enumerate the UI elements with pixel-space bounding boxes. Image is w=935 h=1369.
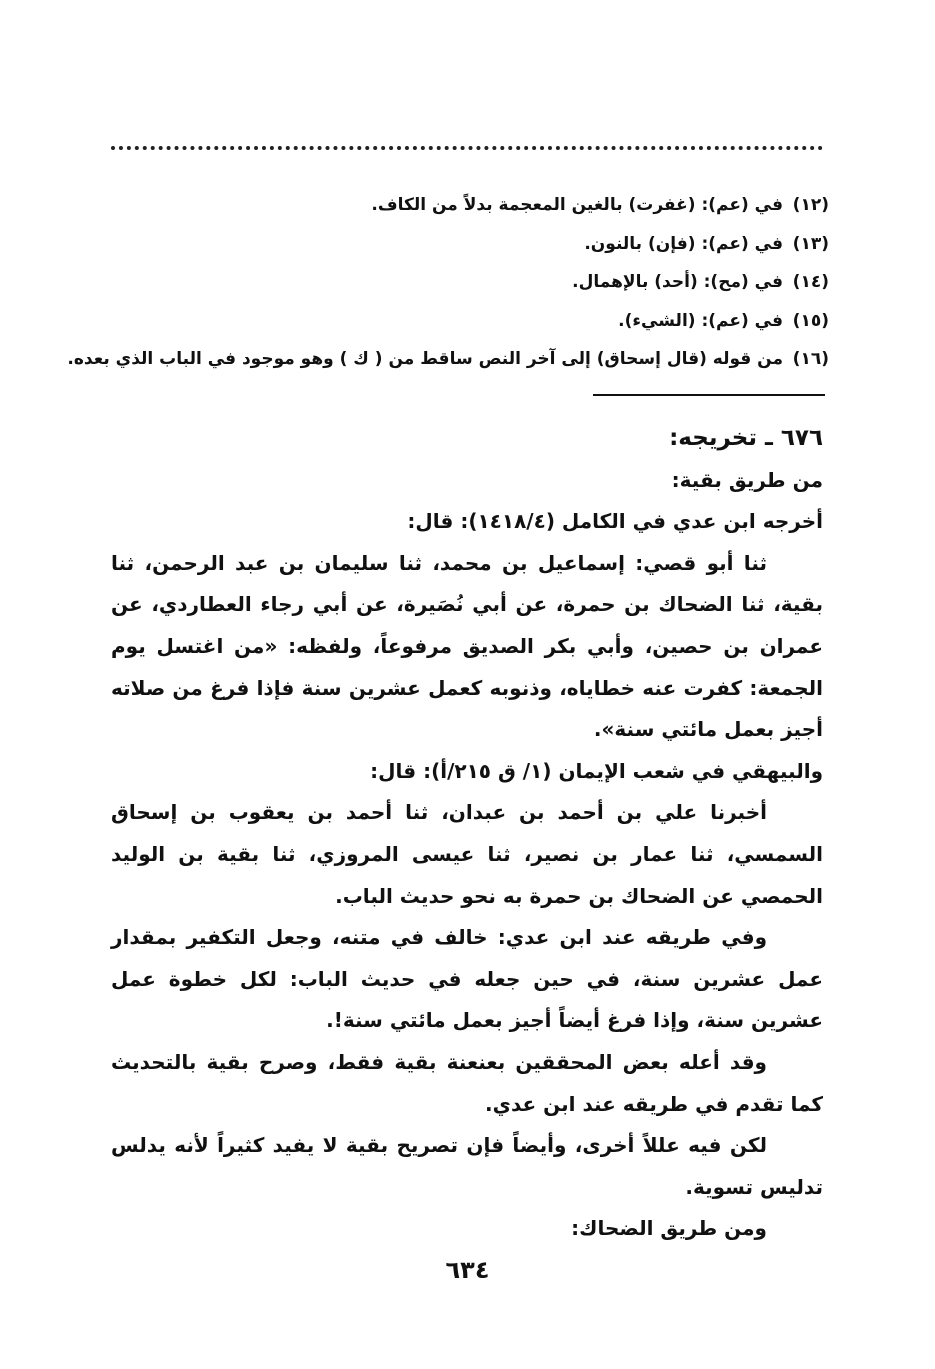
paragraph: لكن فيه عللاً أخرى، وأيضاً فإن تصريح بقية لا يفيد كثيراً لأنه يدلس تدليس تسوية. [111, 1133, 823, 1199]
footnote-item [109, 186, 829, 225]
footnote-text: في (عم): (غفرت) بالغين المعجمة بدلاً من الكاف. [371, 195, 783, 215]
footnote-text: في (عم): (الشيء). [618, 310, 783, 331]
footnote-number: (١٦) [792, 349, 829, 369]
section-divider [593, 394, 825, 396]
section-heading: ٦٧٦ ـ تخريجه: [669, 425, 823, 451]
paragraph: وقد أعله بعض المحققين بعنعنة بقية فقط، وصرح بقية بالتحديث كما تقدم في طريقه عند ابن عدي. [111, 1049, 823, 1116]
paragraph: والبيهقي في شعب الإيمان (١/ ق ٢١٥/أ): قال: [370, 758, 823, 783]
footnote-text: في (مح): (أحد) بالإهمال. [572, 272, 783, 292]
footnote-item [109, 302, 829, 341]
paragraph: ومن طريق الضحاك: [571, 1216, 767, 1241]
dotted-separator [111, 146, 823, 150]
footnotes-block [67, 186, 829, 379]
footnote-item [109, 225, 829, 264]
paragraph: من طريق بقية: [671, 467, 823, 492]
page-number: ٦٣٤ [445, 1256, 490, 1284]
footnote-text: في (عم): (فإن) بالنون. [584, 233, 783, 254]
paragraph: ثنا أبو قصي: إسماعيل بن محمد، ثنا سليمان بن عبد الرحمن، ثنا بقية، ثنا الضحاك بن حمرة، عن أبي نُصَيرة، عن أبي رجاء العطاردي، عن عمران بن حصين، وأبي بكر الصديق مرفوعاً، ولفظه: «من اغتسل يوم الجمعة: كفرت عنه خطاياه، وذنوبه كعمل عشرين سنة فإذا فرغ من صلاته أجيز بعمل مائتي سنة». [111, 550, 823, 742]
main-text [111, 418, 823, 1250]
paragraph: أخبرنا علي بن أحمد بن عبدان، ثنا أحمد بن يعقوب بن إسحاق السمسي، ثنا عمار بن نصير، ثنا عيسى المروزي، ثنا بقية بن الوليد الحمصي عن الضحاك بن حمرة به نحو حديث الباب. [111, 800, 823, 908]
footnote-number: (١٣) [792, 233, 829, 254]
footnote-number: (١٢) [792, 195, 829, 215]
footnote-item [109, 263, 829, 302]
footnote-number: (١٤) [792, 272, 829, 292]
paragraph: أخرجه ابن عدي في الكامل (١٤١٨/٤): قال: [407, 509, 823, 534]
footnote-number: (١٥) [792, 310, 829, 331]
footnote-text: من قوله (قال إسحاق) إلى آخر النص ساقط من ( ك ) وهو موجود في الباب الذي بعده. [67, 349, 783, 369]
footnote-item [67, 340, 829, 379]
paragraph: وفي طريقه عند ابن عدي: خالف في متنه، وجعل التكفير بمقدار عمل عشرين سنة، في حين جعله في حديث الباب: لكل خطوة عمل عشرين سنة، وإذا فرغ أيضاً أجيز بعمل مائتي سنة!. [111, 925, 823, 1033]
